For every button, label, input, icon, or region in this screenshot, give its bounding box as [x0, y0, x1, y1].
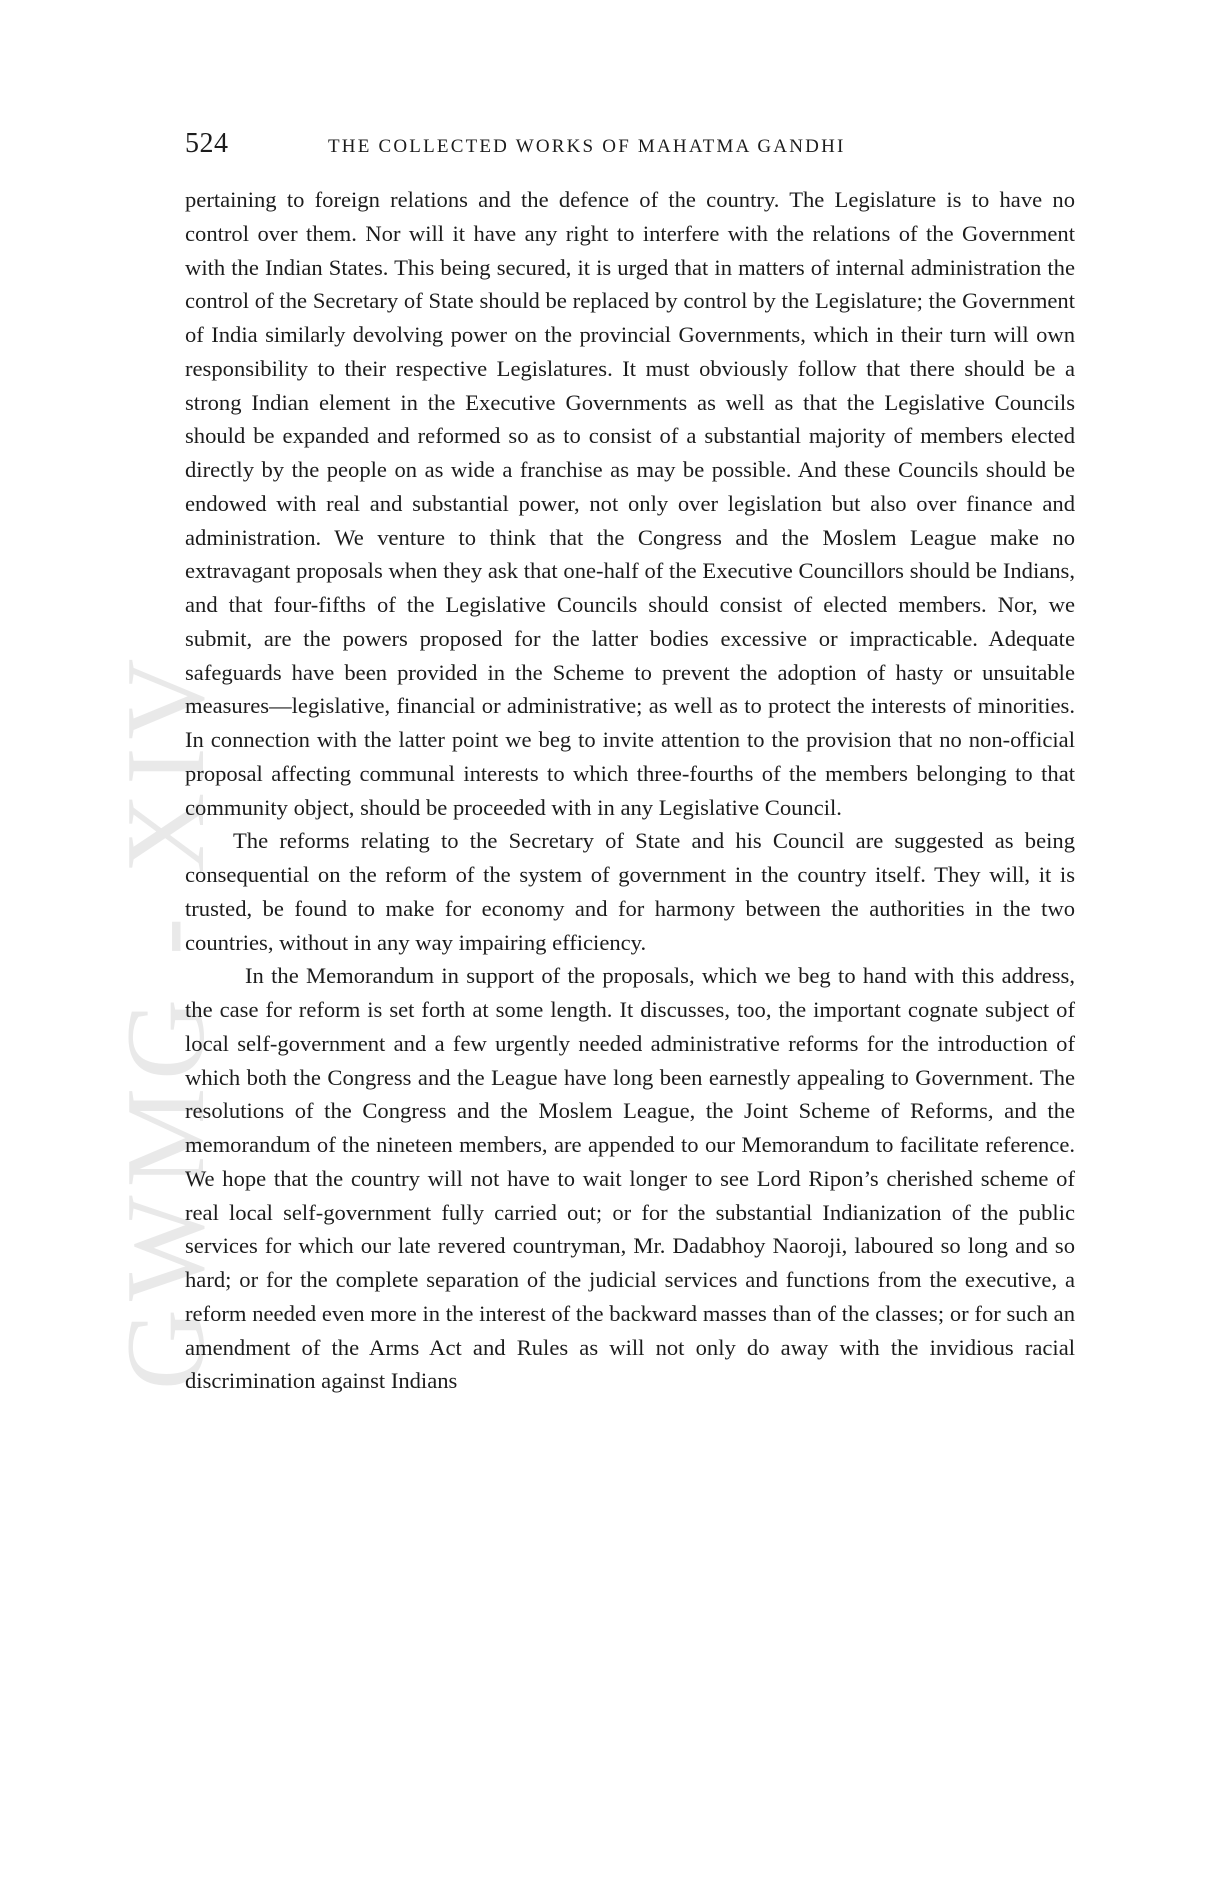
page-number: 524: [185, 128, 229, 159]
watermark-text: GWMG - XIV: [104, 650, 228, 1390]
page-header: [185, 128, 1075, 168]
paragraph-1: pertaining to foreign relations and the defence of the country. The Legislature is to have no control over them. Nor will it have any right to interfere with the relations of the Government with the Indian States. This being secured, it is urged that in matters of internal administration the control of the Secretary of State should be replaced by control by the Legislature; the Government of India similarly devolving power on the provincial Governments, which in their turn will own responsibility to their respective Legislatures. It must obviously follow that there should be a strong Indian element in the Executive Governments as well as that the Legislative Councils should be expanded and reformed so as to consist of a substantial majority of members elected directly by the people on as wide a franchise as may be possible. And these Councils should be endowed with real and substantial power, not only over legislation but also over finance and administration. We venture to think that the Congress and the Moslem League make no extravagant proposals when they ask that one-half of the Executive Councillors should be Indians, and that four-fifths of the Legislative Councils should consist of elected members. Nor, we submit, are the powers proposed for the latter bodies excessive or impracticable. Adequate safeguards have been provided in the Scheme to prevent the adoption of hasty or unsuitable measures—legislative, financial or administrative; as well as to protect the interests of minorities. In connection with the latter point we beg to invite attention to the provision that no non-official proposal affecting communal interests to which three-fourths of the members belonging to that community object, should be proceeded with in any Legislative Council.: [185, 187, 1075, 820]
paragraph-2: The reforms relating to the Secretary of State and his Council are suggested as being consequential on the reform of the system of government in the country itself. They will, it is trusted, be found to make for economy and for harmony between the authorities in the two countries, without in any way impairing efficiency.: [185, 828, 1075, 955]
body-text: [185, 183, 1075, 1398]
running-head: THE COLLECTED WORKS OF MAHATMA GANDHI: [328, 136, 846, 157]
paragraph-3: In the Memorandum in support of the proposals, which we beg to hand with this address, the case for reform is set forth at some length. It discusses, too, the important cognate subject of local self-government and a few urgently needed administrative reforms for the introduction of which both the Congress and the League have long been earnestly appealing to Government. The resolutions of the Congress and the Moslem League, the Joint Scheme of Reforms, and the memorandum of the nineteen members, are appended to our Memorandum to facilitate reference. We hope that the country will not have to wait longer to see Lord Ripon’s cherished scheme of real local self-government fully carried out; or for the substantial Indianization of the public services for which our late revered countryman, Mr. Dadabhoy Naoroji, laboured so long and so hard; or for the complete separation of the judicial services and functions from the executive, a reform needed even more in the interest of the backward masses than of the classes; or for such an amendment of the Arms Act and Rules as will not only do away with the invidious racial discrimination against Indians: [185, 963, 1075, 1394]
